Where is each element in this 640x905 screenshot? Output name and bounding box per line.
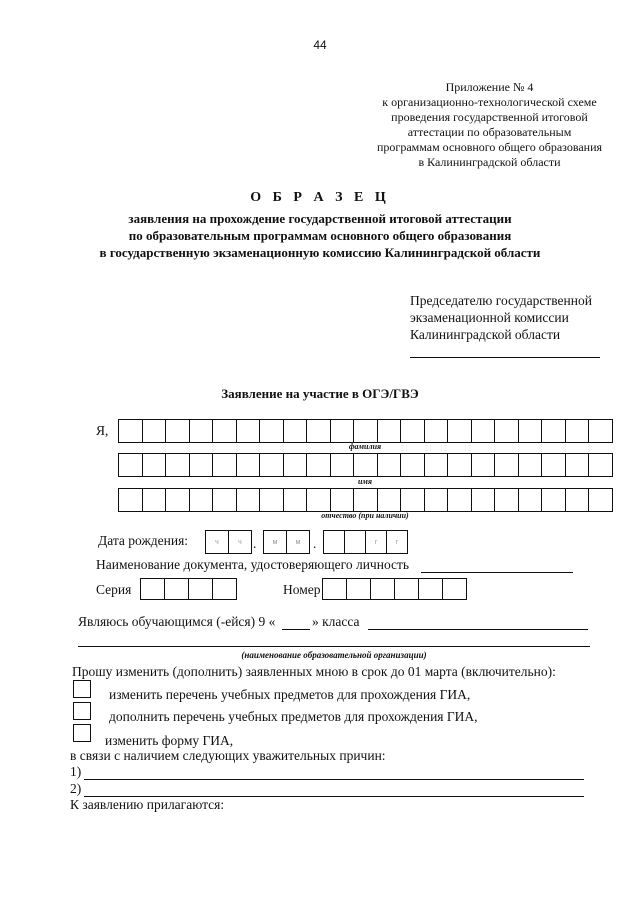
student-prefix: Являюсь обучающимся (-ейся) 9 « xyxy=(78,614,276,629)
letter-cell[interactable] xyxy=(472,454,496,476)
appendix-line: в Калининградской области xyxy=(418,155,561,169)
letter-cell[interactable] xyxy=(589,420,613,442)
name-grid[interactable] xyxy=(118,453,613,477)
letter-cell[interactable] xyxy=(566,420,590,442)
surname-caption: фамилия xyxy=(348,442,382,451)
letter-cell[interactable] xyxy=(347,579,371,599)
letter-cell[interactable] xyxy=(495,454,519,476)
subtitle-line: в государственную экзаменационную комиссию Калининградской области xyxy=(99,245,541,260)
subtitle-line: по образовательным программам основного общего образования xyxy=(128,228,512,243)
letter-cell[interactable] xyxy=(378,489,402,511)
letter-cell[interactable] xyxy=(566,489,590,511)
letter-cell[interactable]: м xyxy=(287,531,310,553)
letter-cell[interactable] xyxy=(448,420,472,442)
letter-cell[interactable] xyxy=(143,489,167,511)
letter-cell[interactable] xyxy=(307,489,331,511)
addressee-line: экзаменационной комиссии xyxy=(410,310,569,325)
letter-cell[interactable] xyxy=(495,420,519,442)
letter-cell[interactable] xyxy=(354,420,378,442)
letter-cell[interactable] xyxy=(401,420,425,442)
letter-cell[interactable]: м xyxy=(264,531,287,553)
appendix-line: проведения государственной итоговой xyxy=(391,110,588,124)
option-checkbox-change-subjects[interactable] xyxy=(73,680,91,698)
birth-date-label: Дата рождения: xyxy=(98,533,189,548)
letter-cell[interactable] xyxy=(589,489,613,511)
organization-line[interactable] xyxy=(78,646,590,647)
appendix-line: аттестации по образовательным xyxy=(407,125,572,139)
addressee-line: Председателю государственной xyxy=(410,293,592,308)
letter-cell[interactable] xyxy=(519,489,543,511)
letter-cell[interactable] xyxy=(378,420,402,442)
option-label: дополнить перечень учебных предметов для прохождения ГИА, xyxy=(109,709,478,724)
name-caption: имя xyxy=(357,477,373,486)
letter-cell[interactable] xyxy=(307,420,331,442)
letter-cell[interactable] xyxy=(166,489,190,511)
letter-cell[interactable] xyxy=(190,454,214,476)
letter-cell[interactable] xyxy=(566,454,590,476)
letter-cell[interactable] xyxy=(260,489,284,511)
application-title: Заявление на участие в ОГЭ/ГВЭ xyxy=(221,386,419,401)
letter-cell[interactable] xyxy=(190,489,214,511)
letter-cell[interactable] xyxy=(519,454,543,476)
letter-cell[interactable] xyxy=(284,454,308,476)
reason-number: 1) xyxy=(70,764,82,779)
letter-cell[interactable] xyxy=(119,489,143,511)
reason-line-1[interactable] xyxy=(84,779,584,780)
letter-cell[interactable] xyxy=(119,420,143,442)
letter-cell[interactable] xyxy=(213,420,237,442)
letter-cell[interactable] xyxy=(425,489,449,511)
ya-label: Я, xyxy=(96,423,109,438)
class-letter-line[interactable] xyxy=(282,629,310,630)
letter-cell[interactable] xyxy=(213,454,237,476)
letter-cell[interactable] xyxy=(542,454,566,476)
letter-cell[interactable] xyxy=(419,579,443,599)
document-subtitle xyxy=(40,210,600,261)
letter-cell[interactable] xyxy=(165,579,189,599)
letter-cell[interactable] xyxy=(143,420,167,442)
letter-cell[interactable] xyxy=(143,454,167,476)
letter-cell[interactable] xyxy=(472,420,496,442)
attached-label: К заявлению прилагаются: xyxy=(70,797,225,812)
series-label: Серия xyxy=(96,582,132,597)
letter-cell[interactable]: ч xyxy=(206,531,229,553)
letter-cell[interactable] xyxy=(395,579,419,599)
number-grid[interactable] xyxy=(322,578,467,600)
letter-cell[interactable]: г xyxy=(387,531,408,553)
option-label: изменить перечень учебных предметов для прохождения ГИА, xyxy=(109,687,471,702)
appendix-line: Приложение № 4 xyxy=(445,80,534,94)
appendix-block xyxy=(352,80,627,170)
letter-cell[interactable] xyxy=(166,454,190,476)
letter-cell[interactable] xyxy=(213,579,237,599)
class-line[interactable] xyxy=(368,629,588,630)
date-separator: . xyxy=(253,536,257,551)
letter-cell[interactable] xyxy=(237,420,261,442)
letter-cell[interactable] xyxy=(189,579,213,599)
letter-cell[interactable] xyxy=(260,454,284,476)
page-number: 44 xyxy=(313,38,327,52)
letter-cell[interactable] xyxy=(519,420,543,442)
letter-cell[interactable] xyxy=(443,579,467,599)
letter-cell[interactable] xyxy=(401,454,425,476)
appendix-line: программам основного общего образования xyxy=(376,140,603,154)
birth-month-grid[interactable] xyxy=(263,530,310,554)
number-label: Номер xyxy=(283,582,321,597)
letter-cell[interactable] xyxy=(331,489,355,511)
addressee-line: Калининградской области xyxy=(410,327,561,342)
letter-cell[interactable] xyxy=(331,454,355,476)
letter-cell[interactable] xyxy=(213,489,237,511)
reasons-label: в связи с наличием следующих уважительных причин: xyxy=(70,748,386,763)
letter-cell[interactable] xyxy=(119,454,143,476)
letter-cell[interactable] xyxy=(472,489,496,511)
subtitle-line: заявления на прохождение государственной итоговой аттестации xyxy=(128,211,512,226)
letter-cell[interactable] xyxy=(354,489,378,511)
document-label: Наименование документа, удостоверяющего личность xyxy=(96,557,410,572)
letter-cell[interactable] xyxy=(542,489,566,511)
letter-cell[interactable] xyxy=(425,454,449,476)
letter-cell[interactable] xyxy=(448,489,472,511)
birth-day-grid[interactable] xyxy=(205,530,252,554)
document-name-line[interactable] xyxy=(421,572,573,573)
letter-cell[interactable] xyxy=(495,489,519,511)
option-label: изменить форму ГИА, xyxy=(105,733,234,748)
letter-cell[interactable] xyxy=(166,420,190,442)
letter-cell[interactable]: ч xyxy=(229,531,252,553)
letter-cell[interactable] xyxy=(284,420,308,442)
letter-cell[interactable] xyxy=(401,489,425,511)
addressee-block xyxy=(410,292,600,358)
surname-grid[interactable] xyxy=(118,419,613,443)
student-suffix: » класса xyxy=(312,614,360,629)
organization-caption: (наименование образовательной организации) xyxy=(241,650,427,660)
letter-cell[interactable] xyxy=(260,420,284,442)
letter-cell[interactable] xyxy=(237,454,261,476)
patronymic-grid[interactable] xyxy=(118,488,613,512)
letter-cell[interactable] xyxy=(307,454,331,476)
addressee-name-line[interactable] xyxy=(410,343,600,358)
letter-cell[interactable] xyxy=(141,579,165,599)
letter-cell[interactable] xyxy=(589,454,613,476)
birth-year-grid[interactable] xyxy=(323,530,408,554)
letter-cell[interactable] xyxy=(190,420,214,442)
letter-cell[interactable] xyxy=(324,531,345,553)
series-grid[interactable] xyxy=(140,578,237,600)
letter-cell[interactable] xyxy=(448,454,472,476)
letter-cell[interactable] xyxy=(378,454,402,476)
patronymic-caption: отчество (при наличии) xyxy=(321,511,409,520)
letter-cell[interactable] xyxy=(284,489,308,511)
document-heading: О Б Р А З Е Ц xyxy=(250,190,390,205)
option-checkbox-add-subjects[interactable] xyxy=(73,702,91,720)
request-text: Прошу изменить (дополнить) заявленных мною в срок до 01 марта (включительно): xyxy=(72,664,556,679)
letter-cell[interactable] xyxy=(331,420,355,442)
letter-cell[interactable] xyxy=(345,531,366,553)
option-checkbox-change-form[interactable] xyxy=(73,724,91,742)
letter-cell[interactable] xyxy=(354,454,378,476)
date-separator: . xyxy=(313,536,317,551)
letter-cell[interactable] xyxy=(323,579,347,599)
letter-cell[interactable] xyxy=(237,489,261,511)
letter-cell[interactable] xyxy=(371,579,395,599)
letter-cell[interactable]: г xyxy=(366,531,387,553)
letter-cell[interactable] xyxy=(425,420,449,442)
appendix-line: к организационно-технологической схеме xyxy=(382,95,597,109)
letter-cell[interactable] xyxy=(542,420,566,442)
reason-number: 2) xyxy=(70,781,82,796)
